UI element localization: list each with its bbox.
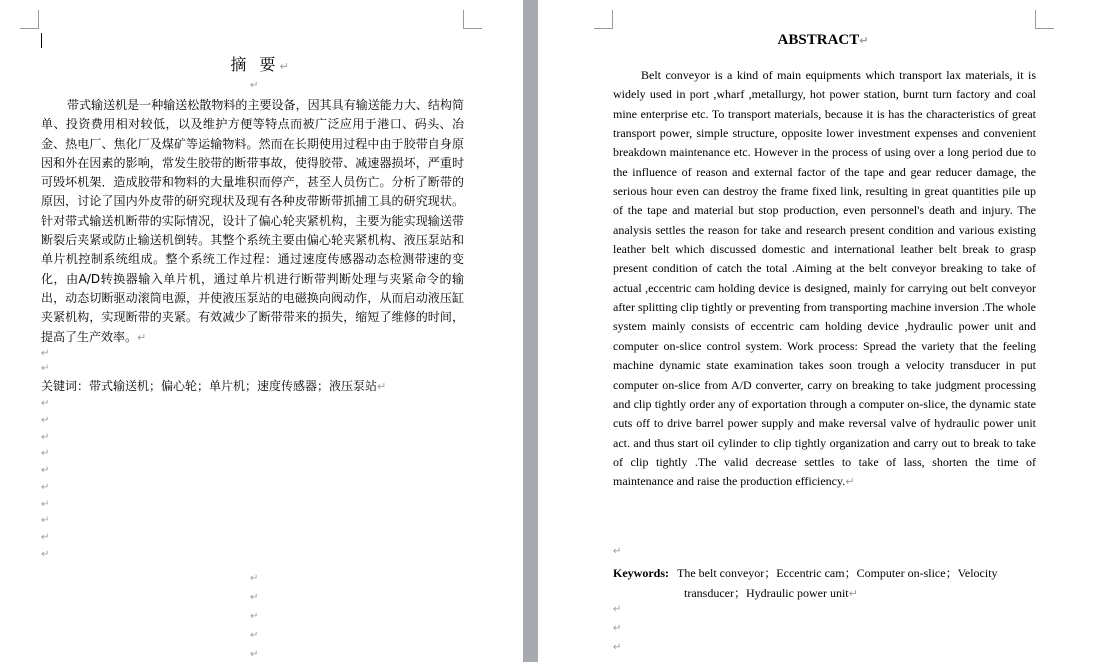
chinese-keywords: 关键词：带式输送机；偏心轮；单片机；速度传感器；液压泵站↵: [41, 379, 387, 393]
paragraph-mark: ↵: [41, 549, 50, 560]
paragraph-mark: ↵: [250, 611, 259, 622]
paragraph-mark: ↵: [250, 80, 259, 91]
margin-corner-top-right: [463, 10, 482, 29]
paragraph-mark: ↵: [250, 630, 259, 641]
paragraph-mark: ↵: [41, 348, 50, 359]
paragraph-mark: ↵: [41, 499, 50, 510]
paragraph-mark: ↵: [250, 592, 259, 603]
margin-corner-top-left: [20, 10, 39, 29]
chinese-abstract-title: 摘 要↵: [230, 55, 293, 74]
paragraph-mark: ↵: [41, 515, 50, 526]
paragraph-mark: ↵: [613, 623, 622, 634]
paragraph-mark: ↵: [41, 363, 50, 374]
paragraph-mark: ↵: [250, 573, 259, 584]
paragraph-mark: ↵: [41, 448, 50, 459]
paragraph-mark: ↵: [41, 532, 50, 543]
paragraph-mark: ↵: [41, 415, 50, 426]
text-cursor: [41, 33, 42, 48]
paragraph-mark: ↵: [41, 465, 50, 476]
english-keywords: Keywords: The belt conveyor；Eccentric cam；Computer on-slice；Velocity transducer；Hydraulic power unit↵: [613, 566, 998, 600]
paragraph-mark: ↵: [41, 482, 50, 493]
margin-corner-top-right: [1035, 10, 1054, 29]
chinese-abstract-page[interactable]: [0, 0, 523, 662]
chinese-abstract-body: 带式输送机是一种输送松散物料的主要设备，因其具有输送能力大、结构简单、投资费用相对较低，以及维护方便等特点而被广泛应用于港口、码头、冶金、热电厂、焦化厂及煤矿等运输物料。然而在长期使用过程中由于胶带自身原因和外在因素的影响，常发生胶带的断带事故，使得胶带、减速器损坏，严重时可毁坏机架．造成胶带和物料的大量堆积而停产，甚至人员伤亡。分析了断带的原因，讨论了国内外皮带的研究现状及现有各种皮带断带抓捕工具的研究现状。针对带式输送机断带的实际情况，设计了偏心轮夹紧机构，主要为能实现输送带断裂后夹紧或防止输送机倒转。其整个系统主要由偏心轮夹紧机构、液压泵站和单片机控制系统组成。整个系统工作过程：通过速度传感器动态检测带速的变化，由A/D转换器输入单片机，通过单片机进行断带判断处理与夹紧命令的输出，动态切断驱动滚筒电源，并使液压泵站的电磁换向阀动作，从而启动液压缸夹紧机构，实现断带的夹紧。有效减少了断带带来的损失，缩短了维修的时间，提高了生产效率。↵: [41, 98, 464, 344]
paragraph-mark: ↵: [613, 604, 622, 615]
english-abstract-body: Belt conveyor is a kind of main equipments which transport lax materials, it is widely used in port ,wharf ,metallurgy, hot power station, burnt turn factory and coal mine enterprise etc. To transport materials, because it is has the characteristics of great transport power, simple structure, opposite lower investment expenses and convenient breakdown maintenance etc. However in the process of using over a long period due to the influence of reason and external factor of the tape and gear reducer damage, the serious hour even can destroy the frame fixed link, resulting in great quantities pile up of the tape and material but stop production, even personnel's death and injury. The analysis settles the reason for take and research present condition and various existing leather belt which discussed domestic and international leather belt break to grasp present condition of catch the total .Aiming at the belt conveyor breaking to take of actual ,eccentric cam holding device is designed, mainly for carrying out belt conveyor after splitting clip tightly or preventing from transporting machine inversion .The whole system mainly consists of eccentric cam holding device ,hydraulic power unit and computer on-slice control system. Work process: Spread the variety that the feeling machine dynamic state examination takes soon trough a velocity transducer in put computer on-slice from A/D converter, carry on breaking to take judgment processing and clip tightly order any of exportation through a computer on-slice, the dynamic state cuts off to drive barrel power supply and make reversal valve of hydraulic power unit act. and thus start oil cylinder to clip tightly organization and carry out to break to take of clip tightly .The valid decrease settles to take of lass, shorten the time of maintenance and raise the production efficiency.↵: [613, 68, 1036, 489]
paragraph-mark: ↵: [613, 642, 622, 653]
english-abstract-page[interactable]: [538, 0, 1108, 662]
english-abstract-title: ABSTRACT↵: [777, 32, 869, 48]
paragraph-mark: ↵: [250, 649, 259, 660]
margin-corner-top-left: [594, 10, 613, 29]
paragraph-mark: ↵: [41, 398, 50, 409]
paragraph-mark: ↵: [41, 432, 50, 443]
paragraph-mark: ↵: [613, 546, 622, 557]
